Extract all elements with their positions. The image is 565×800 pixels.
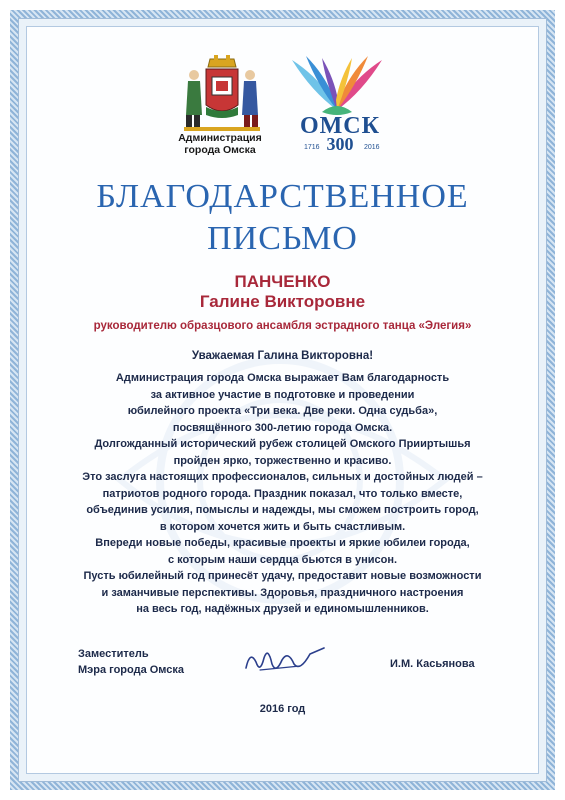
signer-role-line2: Мэра города Омска (78, 664, 185, 676)
administration-label (160, 132, 280, 156)
administration-label-line1: Администрация (178, 132, 262, 144)
handwritten-signature (240, 640, 330, 680)
body-line: на весь год, надёжных друзей и единомышленников. (136, 603, 429, 615)
recipient-name: Галине Викторовне (199, 292, 366, 311)
recipient-surname: ПАНЧЕНКО (234, 272, 331, 291)
body-line: Пусть юбилейный год принесёт удачу, предоставит новые возможности (83, 570, 482, 582)
document-year: 2016 год (259, 703, 306, 715)
body-line: в котором хочется жить и быть счастливым. (159, 520, 406, 533)
recipient-position: руководителю образцового ансамбля эстрадного танца «Элегия» (93, 320, 472, 332)
body-line: патриотов родного города. Праздник показал, что только вместе, (102, 487, 463, 500)
body-line: пройден ярко, торжественно и красиво. (173, 454, 392, 467)
body-line: Долгожданный исторический рубеж столицей Омского Прииртышья (94, 438, 471, 450)
greeting: Уважаемая Галина Викторовна! (191, 350, 374, 362)
signer-name: И.М. Касьянова (390, 658, 475, 670)
omsk-coat-of-arms-icon (180, 55, 264, 135)
body-line: объединив усилия, помыслы и надежды, мы сможем построить город, (86, 504, 479, 516)
body-line: посвящённого 300-летию города Омска. (172, 421, 393, 434)
body-line: и заманчивые перспективы. Здоровья, праздничного настроения (101, 586, 464, 599)
letter-body (40, 370, 525, 618)
body-line: за активное участие в подготовке и проведении (150, 388, 415, 401)
signer-role-line1: Заместитель (78, 648, 149, 660)
administration-label-line2: города Омска (184, 144, 256, 156)
body-line: юбилейного проекта «Три века. Две реки. Одна судьба», (127, 405, 438, 417)
body-line: Это заслуга настоящих профессионалов, сильных и достойных людей – (82, 471, 483, 483)
document-title-line1: БЛАГОДАРСТВЕННОЕ (96, 178, 469, 215)
omsk-logo-year-start: 1716 (304, 144, 320, 151)
document-title (30, 176, 535, 260)
omsk-logo-year-end: 2016 (364, 144, 380, 151)
omsk-logo-number: 300 (326, 134, 354, 154)
body-line: с которым наши сердца бьются в унисон. (167, 553, 398, 566)
omsk-logo-text: ОМСК (299, 113, 381, 139)
body-line: Впереди новые победы, красивые проекты и яркие юбилеи города, (95, 537, 470, 549)
body-line: Администрация города Омска выражает Вам благодарность (115, 372, 450, 384)
document-title-line2: ПИСЬМО (207, 220, 358, 257)
